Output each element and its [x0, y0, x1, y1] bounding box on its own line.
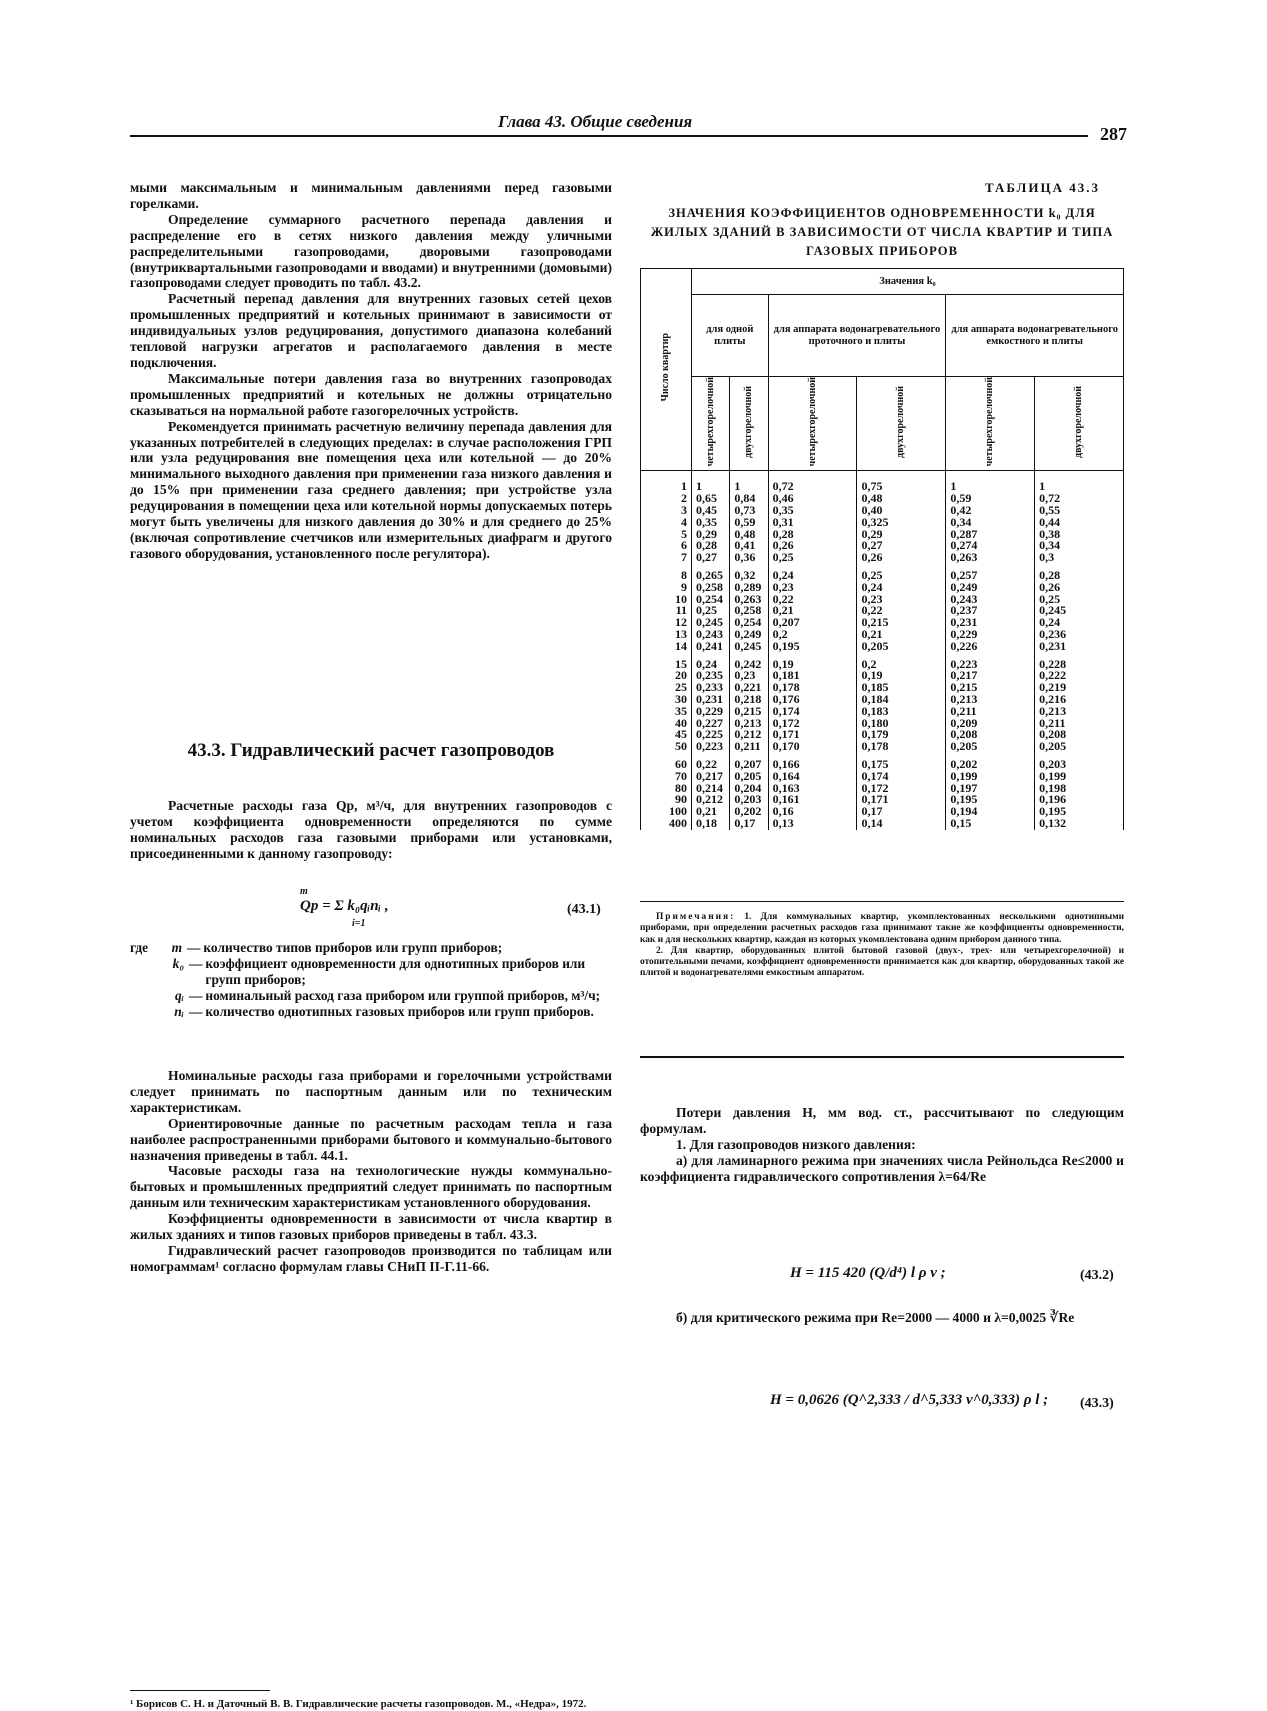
cell-value: 0,26	[1035, 582, 1124, 594]
row-label: 12	[641, 617, 692, 629]
cell-value: 0,195	[1035, 806, 1124, 818]
cell-value: 0,24	[768, 564, 857, 582]
cell-value: 0,19	[857, 670, 946, 682]
cell-value: 0,227	[692, 718, 730, 730]
row-label: 100	[641, 806, 692, 818]
where-text: количество типов приборов или групп приборов;	[203, 940, 503, 955]
cell-value: 0,26	[768, 540, 857, 552]
cell-value: 0,213	[946, 694, 1035, 706]
cell-value: 0,25	[857, 564, 946, 582]
cell-value: 0,23	[857, 594, 946, 606]
row-label: 3	[641, 505, 692, 517]
table-title: ЗНАЧЕНИЯ КОЭФФИЦИЕНТОВ ОДНОВРЕМЕННОСТИ k₀ ДЛЯ ЖИЛЫХ ЗДАНИЙ В ЗАВИСИМОСТИ ОТ ЧИСЛА КВАРТИР И ТИПА ГАЗОВЫХ ПРИБОРОВ	[650, 206, 1114, 258]
cell-value: 0,231	[692, 694, 730, 706]
note-2: 2. Для квартир, оборудованных плитой бытовой газовой (двух-, трех- или четырехгорелочной) и отопительными печами, коэффициент одновременности принимается как для квартир, оборудованных такой же плитой и водонагревателями емкостным аппаратом.	[640, 945, 1124, 979]
cell-value: 0,59	[730, 517, 768, 529]
subheader: четырехгорелочной	[946, 377, 1035, 471]
cell-value: 0,31	[768, 517, 857, 529]
cell-value: 0,199	[946, 771, 1035, 783]
cell-value: 0,237	[946, 605, 1035, 617]
table-row	[641, 641, 1124, 653]
cell-value: 0,172	[857, 783, 946, 795]
cell-value: 0,229	[692, 706, 730, 718]
cell-value: 0,28	[692, 540, 730, 552]
dash: —	[189, 1003, 203, 1019]
cell-value: 0,217	[946, 670, 1035, 682]
cell-value: 0,216	[1035, 694, 1124, 706]
paragraph: Часовые расходы газа на технологические нужды коммунально-бытовых и промышленных предприятий следует принимать по паспортным данным или техническим характеристикам установленного оборудования.	[130, 1163, 612, 1211]
cell-value: 0,24	[1035, 617, 1124, 629]
right-text-2	[640, 1310, 1124, 1326]
cell-value: 0,214	[692, 783, 730, 795]
cell-value: 0,22	[768, 594, 857, 606]
cell-value: 0,55	[1035, 505, 1124, 517]
cell-value: 0,17	[857, 806, 946, 818]
cell-value: 0,19	[768, 653, 857, 671]
cell-value: 0,15	[946, 818, 1035, 830]
cell-value: 0,179	[857, 729, 946, 741]
cell-value: 0,203	[1035, 753, 1124, 771]
cell-value: 1	[730, 471, 768, 493]
row-label: 14	[641, 641, 692, 653]
cell-value: 0,75	[857, 471, 946, 493]
cell-value: 0,245	[1035, 605, 1124, 617]
where-symbol: qᵢ	[175, 987, 184, 1003]
cell-value: 1	[692, 471, 730, 493]
cell-value: 0,254	[692, 594, 730, 606]
cell-value: 0,45	[692, 505, 730, 517]
cell-value: 0,29	[857, 529, 946, 541]
paragraph: Потери давления H, мм вод. ст., рассчитывают по следующим формулам.	[640, 1105, 1124, 1136]
where-item	[130, 940, 612, 956]
cell-value: 0,204	[730, 783, 768, 795]
cell-value: 0,32	[730, 564, 768, 582]
cell-value: 0,207	[768, 617, 857, 629]
where-text: номинальный расход газа прибором или группой приборов, м³/ч;	[205, 987, 601, 1003]
cell-value: 0,265	[692, 564, 730, 582]
cell-value: 0,241	[692, 641, 730, 653]
cell-value: 0,48	[857, 493, 946, 505]
where-symbol: m	[171, 940, 182, 955]
cell-value: 0,42	[946, 505, 1035, 517]
paragraph: Определение суммарного расчетного перепада давления и распределение его в сетях низкого давления между уличными распределительными газопроводами, дворовыми газопроводами (внутриквартальными газопроводами и вводами) и внутренними (домовыми) газопроводами следует проводить по табл. 43.2.	[130, 211, 613, 291]
row-label: 15	[641, 653, 692, 671]
formula-43-2: H = 115 420 (Q/d⁴) l ρ ν ;	[790, 1265, 946, 1281]
cell-value: 0,198	[1035, 783, 1124, 795]
cell-value: 0,181	[768, 670, 857, 682]
cell-value: 0,249	[946, 582, 1035, 594]
coefficient-table	[640, 268, 1124, 830]
cell-value: 0,72	[768, 471, 857, 493]
cell-value: 0,164	[768, 771, 857, 783]
dash: —	[187, 940, 201, 955]
cell-value: 0,27	[857, 540, 946, 552]
row-label: 8	[641, 564, 692, 582]
cell-value: 0,38	[1035, 529, 1124, 541]
cell-value: 0,231	[946, 617, 1035, 629]
subheader: двухгорелочной	[1035, 377, 1124, 471]
row-label: 25	[641, 682, 692, 694]
cell-value: 0,205	[730, 771, 768, 783]
cell-value: 0,233	[692, 682, 730, 694]
cell-value: 0,172	[768, 718, 857, 730]
row-label: 7	[641, 552, 692, 564]
formula-number: (43.3)	[1080, 1396, 1114, 1411]
cell-value: 0,242	[730, 653, 768, 671]
cell-value: 0,208	[1035, 729, 1124, 741]
formula-43-1: Qр = Σ k₀qᵢnᵢ ,	[300, 898, 389, 914]
cell-value: 0,263	[730, 594, 768, 606]
formula-43-3: H = 0,0626 (Q^2,333 / d^5,333 ν^0,333) ρ l ;	[770, 1392, 1049, 1408]
where-list	[130, 940, 612, 1020]
group-header: для аппарата водонагревательного проточного и плиты	[768, 295, 946, 377]
paragraph: Максимальные потери давления газа во внутренних газопроводах промышленных предприятий и котельных не должны отрицательно сказываться на нормальной работе газогорелочных устройств.	[130, 370, 612, 418]
cell-value: 0,229	[946, 629, 1035, 641]
cell-value: 0,245	[692, 617, 730, 629]
right-text	[640, 1105, 1124, 1185]
table-end-rule	[640, 1056, 1124, 1058]
cell-value: 0,213	[730, 718, 768, 730]
cell-value: 0,211	[1035, 718, 1124, 730]
cell-value: 0,170	[768, 741, 857, 753]
cell-value: 0,44	[1035, 517, 1124, 529]
row-label: 30	[641, 694, 692, 706]
paragraph: Расчетный перепад давления для внутренних газовых сетей цехов промышленных предприятий и котельных принимают в зависимости от индивидуальных узлов редуцирования, допустимого диапазона колебаний тепловой нагрузки агрегатов и располагаемого давления в месте подключения.	[130, 291, 612, 370]
row-label: 9	[641, 582, 692, 594]
cell-value: 0,223	[692, 741, 730, 753]
cell-value: 0,219	[1035, 682, 1124, 694]
subheader: двухгорелочной	[730, 377, 768, 471]
left-column-3	[130, 1068, 612, 1275]
cell-value: 0,3	[1035, 552, 1124, 564]
cell-value: 0,28	[1035, 564, 1124, 582]
subheader: четырехгорелочной	[692, 377, 730, 471]
cell-value: 0,28	[768, 529, 857, 541]
footnote: ¹ Борисов С. Н. и Даточный В. В. Гидравлические расчеты газопроводов. М., «Недра», 1972.	[130, 1698, 587, 1710]
table-row	[641, 471, 1124, 493]
cell-value: 0,48	[730, 529, 768, 541]
cell-value: 0,215	[946, 682, 1035, 694]
cell-value: 0,23	[768, 582, 857, 594]
cell-value: 0,213	[1035, 706, 1124, 718]
notes-title: Примечания:	[656, 912, 736, 922]
cell-value: 0,21	[692, 806, 730, 818]
cell-value: 0,236	[1035, 629, 1124, 641]
cell-value: 0,25	[1035, 594, 1124, 606]
cell-value: 0,254	[730, 617, 768, 629]
cell-value: 0,2	[768, 629, 857, 641]
cell-value: 0,34	[1035, 540, 1124, 552]
formula-number: (43.2)	[1080, 1268, 1114, 1283]
paragraph: мыми максимальным и минимальным давлениями перед газовыми горелками.	[130, 180, 612, 211]
formula-number: (43.1)	[567, 902, 601, 917]
cell-value: 0,59	[946, 493, 1035, 505]
cell-value: 0,21	[768, 605, 857, 617]
paragraph: Расчетные расходы газа Qр, м³/ч, для внутренних газопроводов с учетом коэффициента одновременности определяются по сумме номинальных расходов газа газовыми приборами или установками, присоединенными к данному газопроводу:	[130, 798, 612, 861]
cell-value: 0,223	[946, 653, 1035, 671]
table-row	[641, 741, 1124, 753]
cell-value: 0,171	[857, 794, 946, 806]
cell-value: 0,178	[768, 682, 857, 694]
table-row	[641, 552, 1124, 564]
paragraph: Ориентировочные данные по расчетным расходам тепла и газа наиболее распространенными приборами бытового и коммунально-бытового назначения приведены в табл. 44.1.	[130, 1115, 612, 1163]
cell-value: 0,215	[730, 706, 768, 718]
dash: —	[189, 987, 203, 1003]
cell-value: 0,14	[857, 818, 946, 830]
cell-value: 0,176	[768, 694, 857, 706]
cell-value: 0,2	[857, 653, 946, 671]
paragraph: б) для критического режима при Re=2000 — 4000 и λ=0,0025 ∛Re	[676, 1310, 1075, 1325]
table-bottom-rule	[640, 901, 1124, 902]
cell-value: 0,215	[857, 617, 946, 629]
cell-value: 0,73	[730, 505, 768, 517]
cell-value: 0,221	[730, 682, 768, 694]
cell-value: 0,274	[946, 540, 1035, 552]
cell-value: 1	[1035, 471, 1124, 493]
column-header-rows: Число квартир	[641, 269, 692, 471]
page-number: 287	[1100, 124, 1127, 144]
row-label: 10	[641, 594, 692, 606]
group-header: для аппарата водонагревательного емкостного и плиты	[946, 295, 1124, 377]
cell-value: 0,17	[730, 818, 768, 830]
section-heading: 43.3. Гидравлический расчет газопроводов	[187, 740, 555, 761]
row-label: 90	[641, 794, 692, 806]
cell-value: 0,225	[692, 729, 730, 741]
cell-value: 0,202	[946, 753, 1035, 771]
cell-value: 0,211	[730, 741, 768, 753]
cell-value: 0,171	[768, 729, 857, 741]
paragraph: а) для ламинарного режима при значениях числа Рейнольдса Re≤2000 и коэффициента гидравлического сопротивления λ=64/Re	[640, 1153, 1124, 1184]
cell-value: 0,243	[946, 594, 1035, 606]
cell-value: 0,25	[768, 552, 857, 564]
where-text: количество однотипных газовых приборов или групп приборов.	[205, 1003, 594, 1019]
where-word: где	[130, 940, 149, 955]
table-label: ТАБЛИЦА 43.3	[985, 180, 1100, 195]
cell-value: 0,175	[857, 753, 946, 771]
cell-value: 0,40	[857, 505, 946, 517]
cell-value: 0,184	[857, 694, 946, 706]
cell-value: 0,235	[692, 670, 730, 682]
header-rule	[130, 135, 1088, 137]
cell-value: 0,26	[857, 552, 946, 564]
cell-value: 0,195	[768, 641, 857, 653]
cell-value: 0,174	[768, 706, 857, 718]
cell-value: 0,222	[1035, 670, 1124, 682]
subheader: четырехгорелочной	[768, 377, 857, 471]
where-text: коэффициент одновременности для однотипных приборов или групп приборов;	[205, 955, 586, 987]
cell-value: 0,202	[730, 806, 768, 818]
where-item	[130, 956, 612, 988]
where-item	[130, 988, 612, 1004]
row-label: 40	[641, 718, 692, 730]
cell-value: 0,258	[730, 605, 768, 617]
cell-value: 0,16	[768, 806, 857, 818]
cell-value: 0,209	[946, 718, 1035, 730]
group-header: для одной плиты	[692, 295, 769, 377]
cell-value: 0,178	[857, 741, 946, 753]
table-body	[641, 471, 1124, 830]
row-label: 20	[641, 670, 692, 682]
table-row	[641, 818, 1124, 830]
cell-value: 0,23	[730, 670, 768, 682]
row-label: 11	[641, 605, 692, 617]
row-label: 1	[641, 471, 692, 493]
cell-value: 0,174	[857, 771, 946, 783]
running-head: Глава 43. Общие сведения	[498, 112, 693, 131]
paragraph: Номинальные расходы газа приборами и горелочными устройствами следует принимать по паспортным данным или по техническим характеристикам.	[130, 1068, 612, 1115]
cell-value: 0,24	[857, 582, 946, 594]
cell-value: 0,41	[730, 540, 768, 552]
cell-value: 0,196	[1035, 794, 1124, 806]
cell-value: 0,245	[730, 641, 768, 653]
cell-value: 0,197	[946, 783, 1035, 795]
cell-value: 0,207	[730, 753, 768, 771]
where-symbol: nᵢ	[174, 1003, 184, 1019]
row-label: 4	[641, 517, 692, 529]
row-label: 400	[641, 818, 692, 830]
paragraph: Рекомендуется принимать расчетную величину перепада давления для указанных потребителей в следующих пределах: в случае расположения ГРП или узла редуцирования вне помещения цеха или котельной — до 20% минимального выходного давления при применении газа низкого давления и до 15% при применении газа среднего давления; при устройстве узла редуцирования в помещении цеха или котельной нормы допускаемых потерь могут быть увеличены для низкого давления до 30% и для среднего до 25% (включая сопротивление счетчиков или измерительных диафрагм и другого газового оборудования, установленного после регулятора).	[130, 418, 612, 561]
cell-value: 0,36	[730, 552, 768, 564]
table-notes	[640, 912, 1124, 980]
cell-value: 0,132	[1035, 818, 1124, 830]
cell-value: 0,72	[1035, 493, 1124, 505]
cell-value: 0,212	[692, 794, 730, 806]
cell-value: 0,249	[730, 629, 768, 641]
footnote-rule	[130, 1690, 270, 1691]
cell-value: 0,24	[692, 653, 730, 671]
cell-value: 0,205	[1035, 741, 1124, 753]
cell-value: 0,65	[692, 493, 730, 505]
cell-value: 0,257	[946, 564, 1035, 582]
cell-value: 0,18	[692, 818, 730, 830]
cell-value: 0,208	[946, 729, 1035, 741]
cell-value: 0,228	[1035, 653, 1124, 671]
cell-value: 0,231	[1035, 641, 1124, 653]
left-column-2	[130, 798, 612, 862]
cell-value: 0,263	[946, 552, 1035, 564]
row-label: 70	[641, 771, 692, 783]
cell-value: 0,166	[768, 753, 857, 771]
cell-value: 0,21	[857, 629, 946, 641]
row-label: 6	[641, 540, 692, 552]
cell-value: 0,211	[946, 706, 1035, 718]
row-label: 2	[641, 493, 692, 505]
where-symbol: k₀	[172, 955, 184, 971]
cell-value: 0,29	[692, 529, 730, 541]
cell-value: 0,226	[946, 641, 1035, 653]
paragraph: 1. Для газопроводов низкого давления:	[676, 1137, 916, 1152]
cell-value: 0,13	[768, 818, 857, 830]
left-column	[130, 180, 612, 562]
cell-value: 0,287	[946, 529, 1035, 541]
row-label: 13	[641, 629, 692, 641]
cell-value: 0,218	[730, 694, 768, 706]
subheader: двухгорелочной	[857, 377, 946, 471]
cell-value: 0,163	[768, 783, 857, 795]
cell-value: 0,84	[730, 493, 768, 505]
cell-value: 0,183	[857, 706, 946, 718]
cell-value: 1	[946, 471, 1035, 493]
dash: —	[189, 955, 203, 971]
cell-value: 0,243	[692, 629, 730, 641]
cell-value: 0,161	[768, 794, 857, 806]
cell-value: 0,34	[946, 517, 1035, 529]
cell-value: 0,180	[857, 718, 946, 730]
where-item	[130, 1004, 612, 1020]
note-1: 1. Для коммунальных квартир, укомплектованных несколькими однотипными приборами, при определении расчетных расходов газа принимают такие же коэффициенты одновременности, как и для нескольких квартир, каждая из которых укомплектована одним прибором данного типа.	[640, 912, 1125, 945]
row-label: 80	[641, 783, 692, 795]
cell-value: 0,185	[857, 682, 946, 694]
cell-value: 0,212	[730, 729, 768, 741]
cell-value: 0,194	[946, 806, 1035, 818]
formula-limit-top: m	[300, 886, 308, 897]
cell-value: 0,22	[692, 753, 730, 771]
formula-limit-bottom: i=1	[352, 918, 366, 929]
cell-value: 0,199	[1035, 771, 1124, 783]
row-label: 60	[641, 753, 692, 771]
cell-value: 0,217	[692, 771, 730, 783]
cell-value: 0,195	[946, 794, 1035, 806]
column-header-values: Значения k₀	[692, 269, 1124, 295]
cell-value: 0,35	[692, 517, 730, 529]
row-label: 50	[641, 741, 692, 753]
cell-value: 0,325	[857, 517, 946, 529]
row-label: 45	[641, 729, 692, 741]
cell-value: 0,203	[730, 794, 768, 806]
cell-value: 0,27	[692, 552, 730, 564]
cell-value: 0,46	[768, 493, 857, 505]
cell-value: 0,35	[768, 505, 857, 517]
cell-value: 0,205	[857, 641, 946, 653]
cell-value: 0,258	[692, 582, 730, 594]
cell-value: 0,25	[692, 605, 730, 617]
row-label: 35	[641, 706, 692, 718]
paragraph: Гидравлический расчет газопроводов производится по таблицам или номограммам¹ согласно формулам главы СНиП II-Г.11-66.	[130, 1242, 612, 1274]
cell-value: 0,289	[730, 582, 768, 594]
row-label: 5	[641, 529, 692, 541]
paragraph: Коэффициенты одновременности в зависимости от числа квартир в жилых зданиях и типов газовых приборов приведены в табл. 43.3.	[130, 1211, 612, 1243]
cell-value: 0,205	[946, 741, 1035, 753]
cell-value: 0,22	[857, 605, 946, 617]
